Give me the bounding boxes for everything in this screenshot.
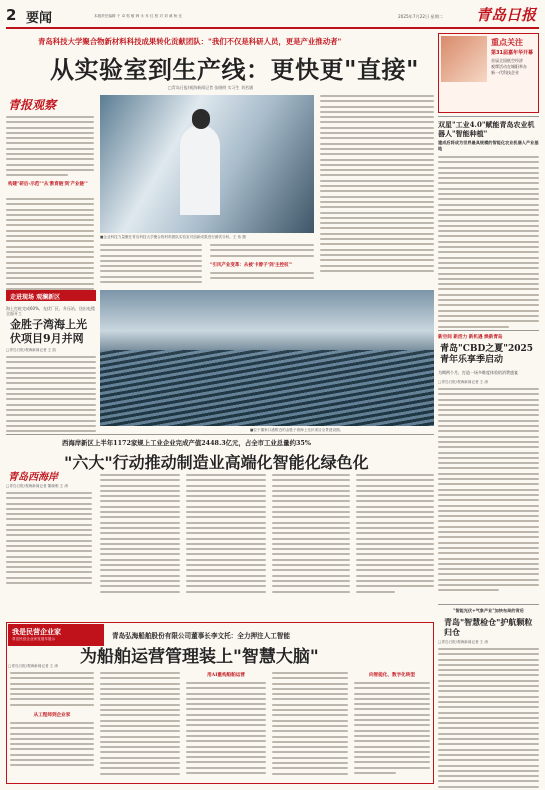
industrial-kicker: 西海岸新区上半年1172家规上工业企业完成产值2448.3亿元，占全市工业总量约35% — [62, 439, 311, 447]
lead-subhead-1: 构建"研后-示范""从'教育链'到'产业链'" — [8, 182, 88, 187]
solar-subkicker: 海上打桩完成60%，光伏厂区、升压站、送出电缆全面开工 — [6, 306, 95, 316]
cbd-byline: □青岛日报/观海新闻记者 王 涛 — [438, 380, 489, 384]
lead-headline: 从实验室到生产线：更快更"直接" — [50, 55, 420, 84]
header-meta: 本版责任编辑 于 卓 郭 敏 韩 永 乔 红 校 对 刘 诚 杨 光 — [94, 14, 182, 18]
column-badge: 青报观察 — [8, 98, 57, 112]
focus-photo — [441, 36, 487, 82]
header-rule — [6, 27, 539, 29]
page-header — [6, 4, 539, 26]
industrial-badge: 青岛西海岸 — [8, 472, 58, 483]
bottom-subhead-3: 向智能化、数字化转型 — [369, 673, 415, 678]
header-date: 2025年7月22日 星期二 — [398, 14, 444, 19]
bottom-subhead-1: 从工程师到企业家 — [33, 713, 71, 718]
lead-kicker: 青岛科技大学聚合物新材料科技成果转化贡献团队："我们不仅是科研人员，更是产业推动者" — [38, 37, 342, 46]
solar-byline: □青岛日报/观海新闻记者 王 凯 — [6, 348, 57, 352]
lead-photo-caption: ■企业科技力量聚在青岛科技大学聚合物材料团队实验室对创新成果进行测试分析。王 伟 摄 — [100, 235, 246, 239]
lead-left-column — [6, 96, 96, 286]
focus-box — [438, 33, 539, 113]
brand-logo: 青岛日报 — [476, 6, 537, 24]
harbor-byline: □青岛日报/观海新闻记者 王 涛 — [438, 640, 489, 644]
focus-sub: 第31届嘉年华开幕 — [491, 50, 533, 56]
drone-headline: 双星"工业4.0"赋能青岛农业机器人"智能种植" — [438, 120, 535, 138]
lead-byline: □青岛日报/观海新闻记者 张晓明 实习生 刘若涵 — [168, 85, 253, 90]
entrepreneur-badge-title: 我是民营企业家 — [12, 628, 61, 636]
solar-headline: 金胜子湾海上光伏项目9月并网 — [10, 318, 87, 345]
focus-item: 新一代科技企业 — [491, 70, 519, 75]
section-title: 要闻 — [26, 11, 53, 26]
bottom-headline: 为船舶运营管理装上"智慧大脑" — [80, 647, 319, 667]
focus-item: 首届全国低空经济 — [491, 58, 523, 63]
industrial-byline: □青岛日报/观海新闻记者 董晓明 王 涛 — [6, 484, 68, 488]
bottom-subhead-2: 用AI重构船舶运营 — [207, 673, 245, 678]
divider — [438, 116, 539, 117]
bottom-kicker: 青岛弘海船舶股份有限公司董事长李文托：全力押注人工智能 — [112, 632, 291, 640]
divider — [438, 604, 539, 605]
harbor-headline: 青岛"智慧检仓"护航颗粒归仓 — [444, 617, 533, 637]
cbd-headline: 青岛"CBD之夏"2025青年乐享季启动 — [440, 344, 534, 365]
cbd-sub: 为期两个月，打造一场多维度体验的消费盛宴 — [438, 370, 518, 375]
researcher-figure — [180, 125, 220, 215]
solar-photo — [100, 290, 434, 426]
divider — [6, 434, 434, 435]
researcher-head — [192, 109, 210, 129]
lead-photo — [100, 95, 314, 233]
drone-sub: 建成后将成为世界最具规模的智能化农业机器人产业基地 — [438, 140, 539, 151]
divider — [438, 330, 539, 331]
entrepreneur-badge-sub: 青岛民营企业家发展年展示 — [12, 637, 56, 641]
page-number: 2 — [6, 6, 17, 24]
cbd-kicker: 新空间 新活力 新机遇 焕新青岛 — [438, 335, 503, 340]
solar-panels — [100, 350, 434, 426]
lead-subhead-2: "引风产业变革：从被'卡脖子'到'主控权'" — [210, 263, 293, 268]
bottom-byline: □青岛日报/观海新闻记者 王 涛 — [8, 664, 59, 668]
solar-photo-caption: ■位于董家口港附近的金胜子湾海上光伏项目全景建设图。 — [250, 428, 344, 432]
harbor-kicker: "智能光伏+气象产业"加快布局的背后 — [453, 608, 524, 613]
industrial-headline: "六大"行动推动制造业高端化智能化绿色化 — [64, 453, 369, 472]
focus-title: 重点关注 — [491, 38, 523, 47]
focus-item: 观摩活动在城阳举办 — [491, 64, 527, 69]
solar-kicker: 走进现场 观澜新区 — [10, 294, 61, 301]
